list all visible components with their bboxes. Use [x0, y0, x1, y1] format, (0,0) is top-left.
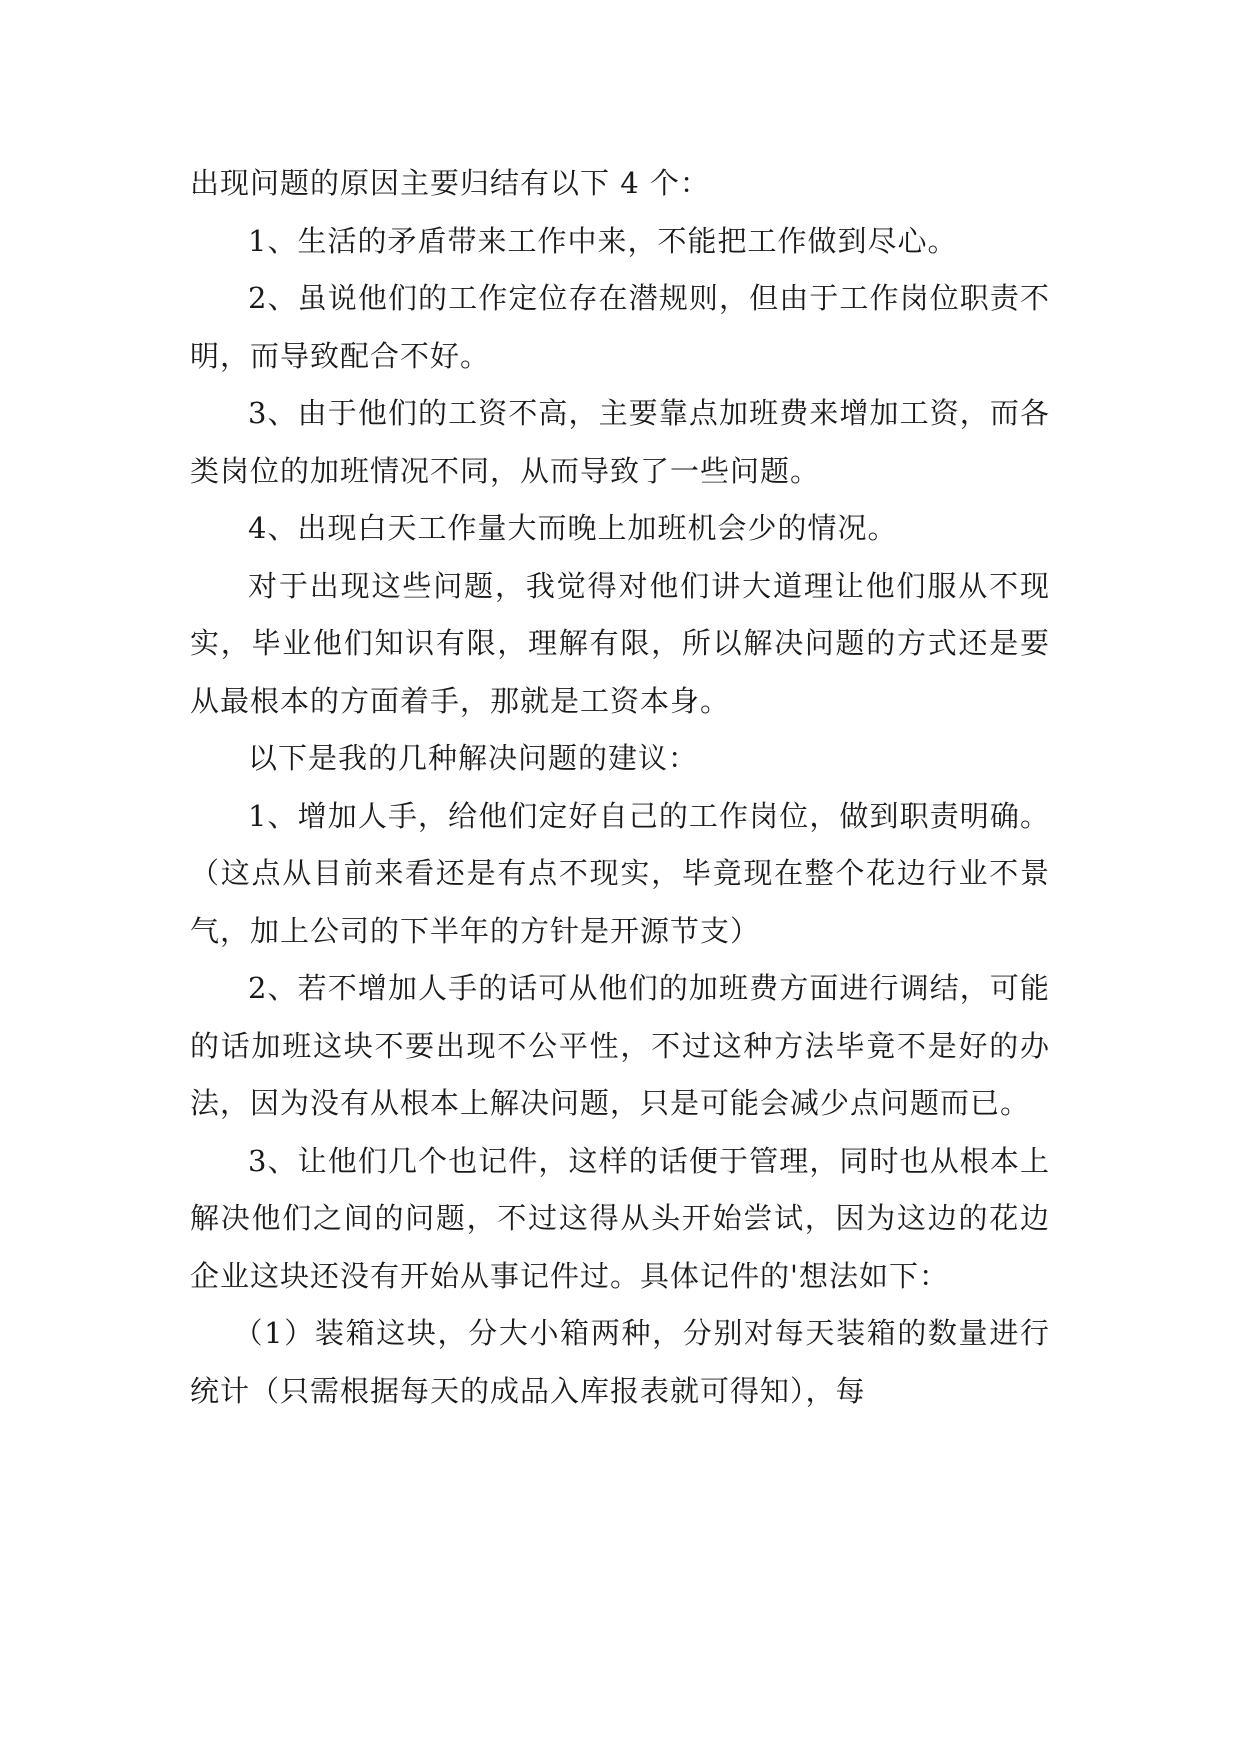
paragraph-intro: 出现问题的原因主要归结有以下 4 个： — [190, 166, 710, 200]
paragraph-suggestion-3: 3、让他们几个也记件，这样的话便于管理，同时也从根本上解决他们之间的问题，不过这得从头开始尝试，因为这边的花边企业这块还没有开始从事记件过。具体记件的'想法如下： — [190, 1143, 1050, 1293]
paragraph-suggestion-2: 2、若不增加人手的话可从他们的加班费方面进行调结，可能的话加班这块不要出现不公平性，不过这种方法毕竟不是好的办法，因为没有从根本上解决问题，只是可能会减少点问题而已。 — [190, 971, 1050, 1120]
paragraph-reason-3: 3、由于他们的工资不高，主要靠点加班费来增加工资，而各类岗位的加班情况不同，从而导致了一些问题。 — [190, 396, 1050, 488]
document-body — [190, 155, 1050, 1420]
paragraph-suggestions-intro: 以下是我的几种解决问题的建议： — [248, 741, 699, 775]
paragraph-reason-2: 2、虽说他们的工作定位存在潜规则，但由于工作岗位职责不明，而导致配合不好。 — [190, 281, 1050, 373]
paragraph-reason-4: 4、出现白天工作量大而晚上加班机会少的情况。 — [248, 511, 898, 545]
paragraph-analysis: 对于出现这些问题，我觉得对他们讲大道理让他们服从不现实，毕业他们知识有限，理解有限，所以解决问题的方式还是要从最根本的方面着手，那就是工资本身。 — [190, 568, 1050, 718]
paragraph-reason-1: 1、生活的矛盾带来工作中来，不能把工作做到尽心。 — [248, 223, 958, 258]
paragraph-subitem-1: （1）装箱这块，分大小箱两种，分别对每天装箱的数量进行统计（只需根据每天的成品入库报表就可得知），每 — [190, 1316, 1050, 1408]
paragraph-suggestion-1: 1、增加人手，给他们定好自己的工作岗位，做到职责明确。（这点从目前来看还是有点不现实，毕竟现在整个花边行业不景气，加上公司的下半年的方针是开源节支） — [190, 798, 1050, 948]
